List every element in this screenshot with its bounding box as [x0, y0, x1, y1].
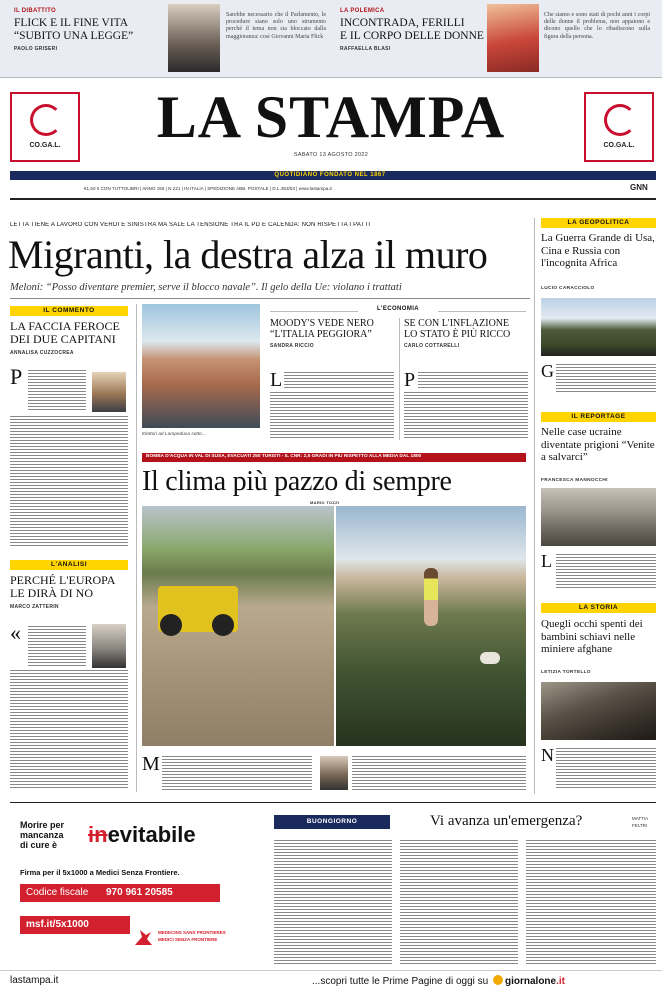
economia-right-text-b — [404, 392, 528, 440]
footer-brand: giornalone — [504, 976, 557, 987]
economia-left-line2: “L'ITALIA PEGGIORA” — [270, 329, 372, 340]
buongiorno-headline[interactable]: Vi avanza un'emergenza? — [430, 813, 583, 829]
economia-left-author: SANDRA RICCIO — [270, 343, 314, 349]
commento-text-b — [10, 416, 128, 546]
msf-codice-label: Codice fiscale — [26, 887, 89, 898]
msf-org-line1: MEDECINS SANS FRONTIERES — [158, 930, 226, 935]
clima-photo-right[interactable] — [336, 506, 526, 746]
msf-org-line2: MEDICI SENZA FRONTIERE — [158, 937, 218, 942]
geopolitica-tag: LA GEOPOLITICA — [541, 218, 656, 228]
lead-subhead: Meloni: “Posso diventare premier, serve il blocco navale”. Il gelo della Ue: violano i trattati — [10, 282, 402, 293]
commento-text-a — [28, 370, 86, 412]
economia-right-line1: SE CON L'INFLAZIONE — [404, 318, 510, 329]
geopolitica-text — [556, 364, 656, 394]
ad-right-label: CO.GA.L. — [603, 142, 635, 149]
economia-left-text-b — [270, 392, 394, 440]
dog — [480, 652, 500, 664]
clima-headline[interactable]: Il clima più pazzo di sempre — [142, 466, 452, 497]
top-right-teaser[interactable] — [340, 8, 485, 52]
economia-left-line1: MOODY'S VEDE NERO — [270, 318, 374, 329]
top-left-teaser[interactable] — [14, 8, 164, 52]
col-divider-right — [534, 218, 535, 794]
tagline: QUOTIDIANO FONDATO NEL 1867 — [274, 172, 386, 178]
analisi-title[interactable] — [10, 574, 135, 600]
masthead-date: SABATO 13 AGOSTO 2022 — [293, 152, 369, 158]
clima-author: MARIO TOZZI — [310, 500, 340, 505]
footer-right[interactable] — [312, 975, 565, 987]
lampedusa-photo[interactable] — [142, 304, 260, 428]
msf-word — [88, 822, 196, 848]
msf-line1: Morire per — [20, 820, 65, 830]
flick-portrait — [168, 4, 220, 72]
col-divider-left — [136, 304, 137, 792]
buongiorno-col2 — [400, 840, 518, 966]
analisi-author: MARCO ZATTERIN — [10, 604, 59, 610]
storia-text — [556, 748, 656, 790]
teaser-title: INCONTRADA, FERILLI — [340, 17, 465, 29]
storia-author: LETIZIA TORTELLO — [541, 670, 591, 675]
storia-photo[interactable] — [541, 682, 656, 740]
teaser-title-2: E IL CORPO DELLE DONNE — [340, 30, 484, 42]
msf-ad[interactable] — [10, 808, 262, 968]
walking-woman — [424, 568, 438, 626]
ad-right-logo[interactable] — [584, 92, 654, 162]
top-right-quote: Che siamo e sono stati di pochi anni i corpi delle donne il problema, non appaiono e dicono quello che lo ribadiscono sulla figura della persona. — [544, 12, 650, 40]
economia-right[interactable] — [404, 318, 528, 349]
economia-left[interactable] — [270, 318, 394, 349]
buongiorno-col1 — [274, 840, 392, 966]
footer-right-prefix: ...scopri tutte le Prime Pagine di oggi su — [312, 976, 489, 987]
economia-right-line2: LO STATO È PIÙ RICCO — [404, 329, 511, 340]
excavator-wheel-2 — [212, 614, 234, 636]
lead-rule — [10, 298, 530, 299]
lead-headline[interactable]: Migranti, la destra alza il muro — [8, 232, 488, 277]
commento-title-line2: DEI DUE CAPITANI — [10, 332, 116, 346]
geopolitica-title[interactable]: La Guerra Grande di Usa, Cina e Russia con l'incognita Africa — [541, 232, 655, 269]
clima-text-right — [352, 756, 526, 792]
top-mid-quote: Sarebbe necessario che il Parlamento, le procedure siano solo uno strumento perché il tema non sia bloccato dalla maggioranza: così Giovanni Maria Flick — [226, 12, 326, 40]
msf-strike-prefix: in — [88, 822, 108, 847]
commento-title-line1: LA FACCIA FEROCE — [10, 319, 120, 333]
economia-tag: L'ECONOMIA — [358, 306, 438, 312]
economia-right-author: CARLO COTTARELLI — [404, 343, 460, 349]
clima-text-left — [162, 756, 312, 792]
bottom-section-rule — [10, 802, 656, 803]
economia-divider — [399, 318, 400, 440]
buongiorno-author-2: FELTRI — [632, 823, 648, 828]
commento-title[interactable] — [10, 320, 135, 346]
footer-brand-tld: .it — [556, 976, 565, 987]
storia-cap: N — [541, 745, 554, 765]
geopolitica-cap: G — [541, 361, 554, 381]
msf-line2: mancanza — [20, 830, 64, 840]
cogal-icon — [604, 104, 636, 136]
drop-cap: P — [10, 364, 23, 389]
cogal-icon — [30, 104, 62, 136]
teaser-kicker: IL DIBATTITO — [14, 8, 56, 14]
reportage-title[interactable]: Nelle case ucraine diventate prigioni “Venite a salvarci” — [541, 426, 655, 463]
excavator-wheel — [160, 614, 182, 636]
analisi-drop-cap: « — [10, 620, 21, 645]
analisi-text-b — [10, 670, 128, 790]
ad-left-label: CO.GA.L. — [29, 142, 61, 149]
clima-kicker: BOMBA D'ACQUA IN VAL DI SUSA, EVACUATI 250 TURISTI - IL CNR: 2,5 GRADI IN PIÙ RISPETTO ALLA MEDIA DAL 1800 — [146, 454, 422, 459]
msf-site[interactable]: msf.it/5x1000 — [26, 919, 89, 930]
msf-line3: di cure è — [20, 840, 58, 850]
giornalone-icon — [493, 975, 503, 985]
buongiorno-tag: BUONGIORNO — [306, 818, 358, 825]
economia-right-cap: P — [404, 369, 416, 391]
zatterin-portrait — [92, 624, 126, 668]
masthead-title[interactable]: LA STAMPA — [156, 84, 506, 150]
commento-tag: IL COMMENTO — [10, 306, 128, 316]
msf-word-main: evitabile — [107, 822, 196, 847]
buongiorno-author-1: MATTIA — [632, 816, 649, 821]
teaser-author: PAOLO GRISERI — [14, 46, 58, 52]
teaser-title-2: “SUBITO UNA LEGGE” — [14, 30, 134, 42]
gnn-logo: GNN — [630, 183, 648, 192]
analisi-title-line1: PERCHÉ L'EUROPA — [10, 573, 116, 587]
economia-left-text — [284, 372, 394, 390]
geopolitica-photo[interactable] — [541, 298, 656, 356]
footer-left[interactable]: lastampa.it — [10, 975, 59, 986]
tozzi-portrait — [320, 756, 348, 790]
clima-cap-left: M — [142, 753, 160, 775]
reportage-text — [556, 554, 656, 588]
photo-caption: Elettori ad Lampedusa sotto... — [142, 432, 206, 437]
ferilli-photo — [487, 4, 539, 72]
msf-firma: Firma per il 5x1000 a Medici Senza Frontiere. — [20, 868, 180, 877]
teaser-kicker: LA POLEMICA — [340, 8, 385, 14]
reportage-author: FRANCESCA MANNOCCHI — [541, 478, 608, 483]
msf-runner-icon — [132, 926, 154, 948]
analisi-tag: L'ANALISI — [10, 560, 128, 570]
analisi-text-a — [28, 626, 86, 666]
footer-rule — [0, 970, 662, 971]
economia-left-cap: L — [270, 369, 283, 391]
info-line: €1,50 II CON TUTTOLIBRI | ANNO 156 | N.221 | IN ITALIA | SPEDIZIONE ABB. POSTALE | D.L.353/03 | www.lastampa.it — [84, 186, 332, 191]
masthead-rule — [10, 198, 656, 200]
storia-title[interactable]: Quegli occhi spenti dei bambini schiavi nelle miniere afghane — [541, 618, 643, 655]
ad-left-logo[interactable] — [10, 92, 80, 162]
storia-tag: LA STORIA — [541, 603, 656, 613]
analisi-title-line2: LE DIRÀ DI NO — [10, 586, 93, 600]
teaser-author: RAFFAELLA BLASI — [340, 46, 391, 52]
economia-right-text — [418, 372, 528, 390]
lead-kicker: LETTA TIENE A LAVORO CON VERDI E SINISTRA MA SALE LA TENSIONE TRA IL PD E CALENDA: NON RISPETTA I PATTI — [10, 222, 371, 228]
buongiorno-col3 — [526, 840, 656, 966]
cuzzocrea-portrait — [92, 372, 126, 412]
teaser-title: FLICK E IL FINE VITA — [14, 17, 129, 29]
reportage-photo[interactable] — [541, 488, 656, 546]
commento-author: ANNALISA CUZZOCREA — [10, 350, 74, 356]
geopolitica-author: LUCIO CARACCIOLO — [541, 286, 595, 291]
msf-codice: 970 961 20585 — [106, 887, 173, 898]
reportage-cap: L — [541, 551, 552, 571]
reportage-tag: IL REPORTAGE — [541, 412, 656, 422]
